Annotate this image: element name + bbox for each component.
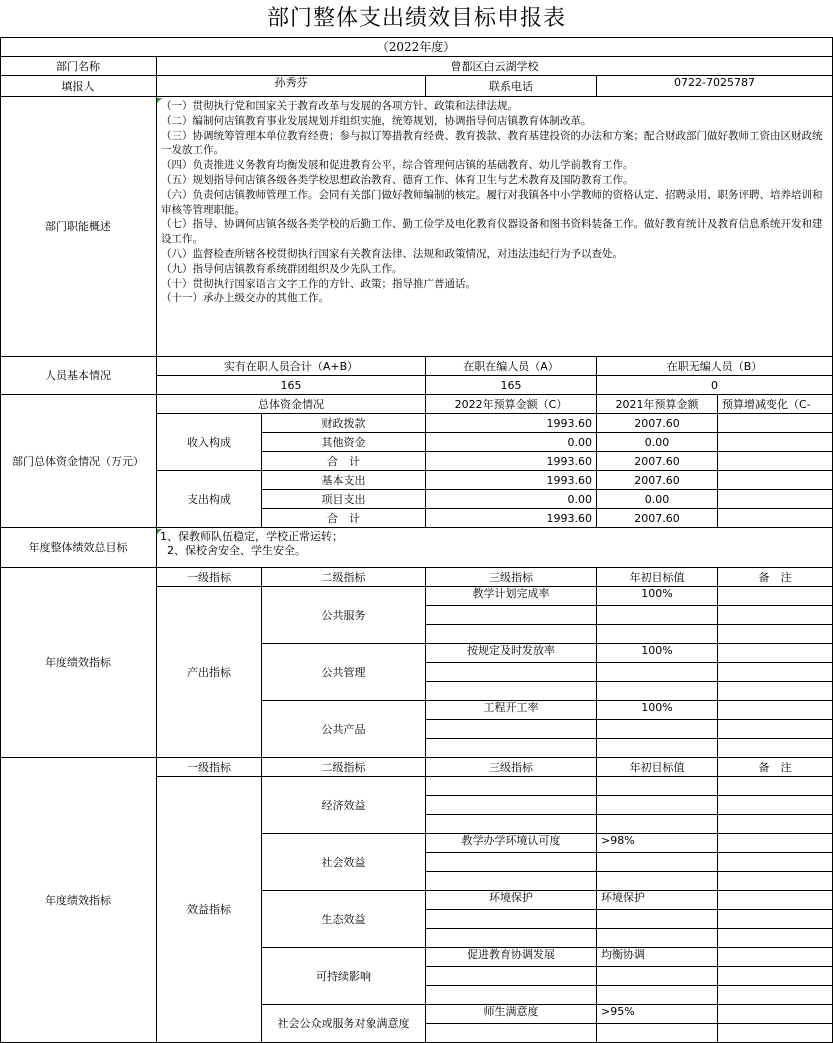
funds-header: 总体资金情况 (157, 395, 426, 414)
annual-goal-label: 年度整体绩效总目标 (0, 528, 157, 568)
target-value: 100% (597, 701, 718, 720)
staff-header: 实有在职人员合计（A+B） (157, 357, 426, 376)
level1-indicator: 效益指标 (157, 777, 262, 1043)
level3-indicator: 工程开工率 (426, 701, 597, 720)
level3-indicator (426, 986, 597, 1005)
target-value (597, 682, 718, 701)
target-value (597, 777, 718, 796)
remark-cell (718, 625, 833, 644)
perf-header: 备 注 (718, 568, 833, 587)
remark-cell (718, 872, 833, 891)
fund-change-value (718, 471, 833, 490)
level2-indicator: 社会公众或服务对象满意度 (262, 1005, 426, 1043)
level3-indicator (426, 910, 597, 929)
level3-indicator (426, 1024, 597, 1043)
level2-indicator: 公共产品 (262, 701, 426, 758)
fund-2021-value: 0.00 (597, 433, 718, 452)
perf-indicator-label: 年度绩效指标 (0, 568, 157, 758)
perf-header: 一级指标 (157, 758, 262, 777)
filler-name: 孙秀芬 (157, 76, 426, 97)
fund-2022-value: 1993.60 (426, 414, 597, 433)
target-value (597, 720, 718, 739)
level3-indicator (426, 663, 597, 682)
level1-indicator: 产出指标 (157, 587, 262, 758)
level3-indicator (426, 967, 597, 986)
staff-label: 人员基本情况 (0, 357, 157, 395)
dept-name-value: 曾都区白云湖学校 (157, 57, 833, 76)
remark-cell (718, 796, 833, 815)
function-line: （二）编制何店镇教育事业发展规划并组织实施，统筹规划，协调指导何店镇教育体制改革。 (161, 114, 592, 127)
function-line: （三）协调统筹管理本单位教育经费；参与拟订筹措教育经费、教育拨款、教育基建投资的办法和方案；配合财政部门做好教师工资由区财政统一发放工作。 (161, 129, 823, 157)
fund-change-value (718, 414, 833, 433)
remark-cell (718, 720, 833, 739)
report-year: （2022年度） (0, 38, 833, 57)
level3-indicator (426, 625, 597, 644)
level3-indicator (426, 929, 597, 948)
remark-cell (718, 701, 833, 720)
level2-indicator: 生态效益 (262, 891, 426, 948)
filler-label: 填报人 (0, 76, 157, 97)
target-value (597, 739, 718, 758)
level3-indicator (426, 872, 597, 891)
target-value (597, 872, 718, 891)
fund-item-name: 其他资金 (262, 433, 426, 452)
annual-goal-text (157, 528, 833, 568)
funds-header: 2022年预算金额（C） (426, 395, 597, 414)
target-value: >95% (597, 1005, 718, 1024)
staff-value: 0 (597, 376, 833, 395)
staff-value: 165 (426, 376, 597, 395)
perf-header: 年初目标值 (597, 758, 718, 777)
level3-indicator: 环境保护 (426, 891, 597, 910)
perf-header: 二级指标 (262, 758, 426, 777)
perf-header: 二级指标 (262, 568, 426, 587)
function-line: （十）贯彻执行国家语言文字工作的方针、政策；指导推广普通话。 (161, 277, 476, 290)
fund-2021-value: 0.00 (597, 490, 718, 509)
level3-indicator: 促进教育协调发展 (426, 948, 597, 967)
perf-header: 三级指标 (426, 568, 597, 587)
fund-2022-value: 0.00 (426, 433, 597, 452)
fund-2022-value: 1993.60 (426, 452, 597, 471)
phone-label: 联系电话 (426, 76, 597, 97)
expense-label: 支出构成 (157, 471, 262, 528)
remark-cell (718, 606, 833, 625)
remark-cell (718, 587, 833, 606)
remark-cell (718, 663, 833, 682)
funds-label: 部门总体资金情况（万元） (0, 395, 157, 528)
fund-2022-value: 0.00 (426, 490, 597, 509)
remark-cell (718, 777, 833, 796)
target-value (597, 796, 718, 815)
fund-2022-value: 1993.60 (426, 509, 597, 528)
target-value (597, 910, 718, 929)
income-label: 收入构成 (157, 414, 262, 471)
target-value: 环境保护 (597, 891, 718, 910)
funds-header: 预算增减变化（C- (718, 395, 833, 414)
function-line: （九）指导何店镇教育系统群团组织及少先队工作。 (161, 262, 403, 275)
level3-indicator: 师生满意度 (426, 1005, 597, 1024)
target-value (597, 986, 718, 1005)
target-value (597, 967, 718, 986)
fund-change-value (718, 509, 833, 528)
fund-item-name: 合 计 (262, 509, 426, 528)
remark-cell (718, 986, 833, 1005)
remark-cell (718, 967, 833, 986)
level2-indicator: 社会效益 (262, 834, 426, 891)
remark-cell (718, 644, 833, 663)
remark-cell (718, 815, 833, 834)
staff-header: 在职无编人员（B） (597, 357, 833, 376)
level2-indicator: 经济效益 (262, 777, 426, 834)
function-line: （五）规划指导何店镇各级各类学校思想政治教育、德育工作、体育卫生与艺术教育及国防教育工作。 (161, 173, 634, 186)
perf-header: 年初目标值 (597, 568, 718, 587)
remark-cell (718, 891, 833, 910)
level3-indicator (426, 777, 597, 796)
funds-header: 2021年预算金额 (597, 395, 718, 414)
level3-indicator (426, 606, 597, 625)
level3-indicator (426, 796, 597, 815)
function-line: （四）负责推进义务教育均衡发展和促进教育公平，综合管理何店镇的基础教育、幼儿学前教育工作。 (161, 159, 634, 172)
fund-2021-value: 2007.60 (597, 414, 718, 433)
dept-functions-label: 部门职能概述 (0, 97, 157, 357)
target-value (597, 929, 718, 948)
fund-item-name: 基本支出 (262, 471, 426, 490)
remark-cell (718, 1005, 833, 1024)
level3-indicator (426, 815, 597, 834)
cell-comment-marker (157, 529, 162, 534)
perf-header: 三级指标 (426, 758, 597, 777)
target-value: >98% (597, 834, 718, 853)
level3-indicator: 教学计划完成率 (426, 587, 597, 606)
goal-line: 2、保校舍安全、学生安全。 (160, 544, 306, 557)
remark-cell (718, 929, 833, 948)
fund-2021-value: 2007.60 (597, 452, 718, 471)
fund-2021-value: 2007.60 (597, 509, 718, 528)
fund-item-name: 财政拨款 (262, 414, 426, 433)
level2-indicator: 公共管理 (262, 644, 426, 701)
perf-indicator-label: 年度绩效指标 (0, 758, 157, 1043)
level3-indicator (426, 853, 597, 872)
dept-name-label: 部门名称 (0, 57, 157, 76)
staff-header: 在职在编人员（A） (426, 357, 597, 376)
target-value: 100% (597, 644, 718, 663)
function-line: （一）贯彻执行党和国家关于教育改革与发展的各项方针、政策和法律法规。 (161, 100, 518, 112)
target-value: 100% (597, 587, 718, 606)
staff-value: 165 (157, 376, 426, 395)
level3-indicator (426, 720, 597, 739)
phone-value: 0722-7025787 (597, 76, 833, 97)
page-title: 部门整体支出绩效目标申报表 (0, 0, 833, 38)
perf-header: 备 注 (718, 758, 833, 777)
perf-header: 一级指标 (157, 568, 262, 587)
fund-change-value (718, 452, 833, 471)
target-value (597, 625, 718, 644)
remark-cell (718, 853, 833, 872)
function-line: （十一）承办上级交办的其他工作。 (161, 292, 329, 305)
target-value (597, 663, 718, 682)
fund-item-name: 项目支出 (262, 490, 426, 509)
level3-indicator (426, 682, 597, 701)
level2-indicator: 公共服务 (262, 587, 426, 644)
level2-indicator: 可持续影响 (262, 948, 426, 1005)
level3-indicator: 按规定及时发放率 (426, 644, 597, 663)
function-line: （八）监督检查所辖各校贯彻执行国家有关教育法律、法规和政策情况，对违法违纪行为予以查处。 (161, 247, 623, 260)
fund-2021-value: 2007.60 (597, 471, 718, 490)
dept-functions-text (157, 97, 833, 357)
target-value: 均衡协调 (597, 948, 718, 967)
remark-cell (718, 682, 833, 701)
target-value (597, 1024, 718, 1043)
fund-item-name: 合 计 (262, 452, 426, 471)
target-value (597, 815, 718, 834)
function-line: （七）指导、协调何店镇各级各类学校的后勤工作、勤工俭学及电化教育仪器设备和图书资料装备工作。做好教育统计及教育信息系统开发和建设工作。 (161, 218, 823, 246)
remark-cell (718, 739, 833, 758)
fund-2022-value: 1993.60 (426, 471, 597, 490)
target-value (597, 853, 718, 872)
remark-cell (718, 834, 833, 853)
remark-cell (718, 1024, 833, 1043)
function-line: （六）负责何店镇教师管理工作。会同有关部门做好教师编制的核定。履行对我镇各中小学教师的资格认定、招聘录用、职务评聘、培养培训和审核等管理职能。 (161, 188, 823, 216)
cell-comment-marker (157, 98, 162, 103)
fund-change-value (718, 433, 833, 452)
remark-cell (718, 910, 833, 929)
remark-cell (718, 948, 833, 967)
goal-line: 1、保教师队伍稳定，学校正常运转； (160, 530, 343, 543)
fund-change-value (718, 490, 833, 509)
target-value (597, 606, 718, 625)
level3-indicator: 教学办学环境认可度 (426, 834, 597, 853)
level3-indicator (426, 739, 597, 758)
